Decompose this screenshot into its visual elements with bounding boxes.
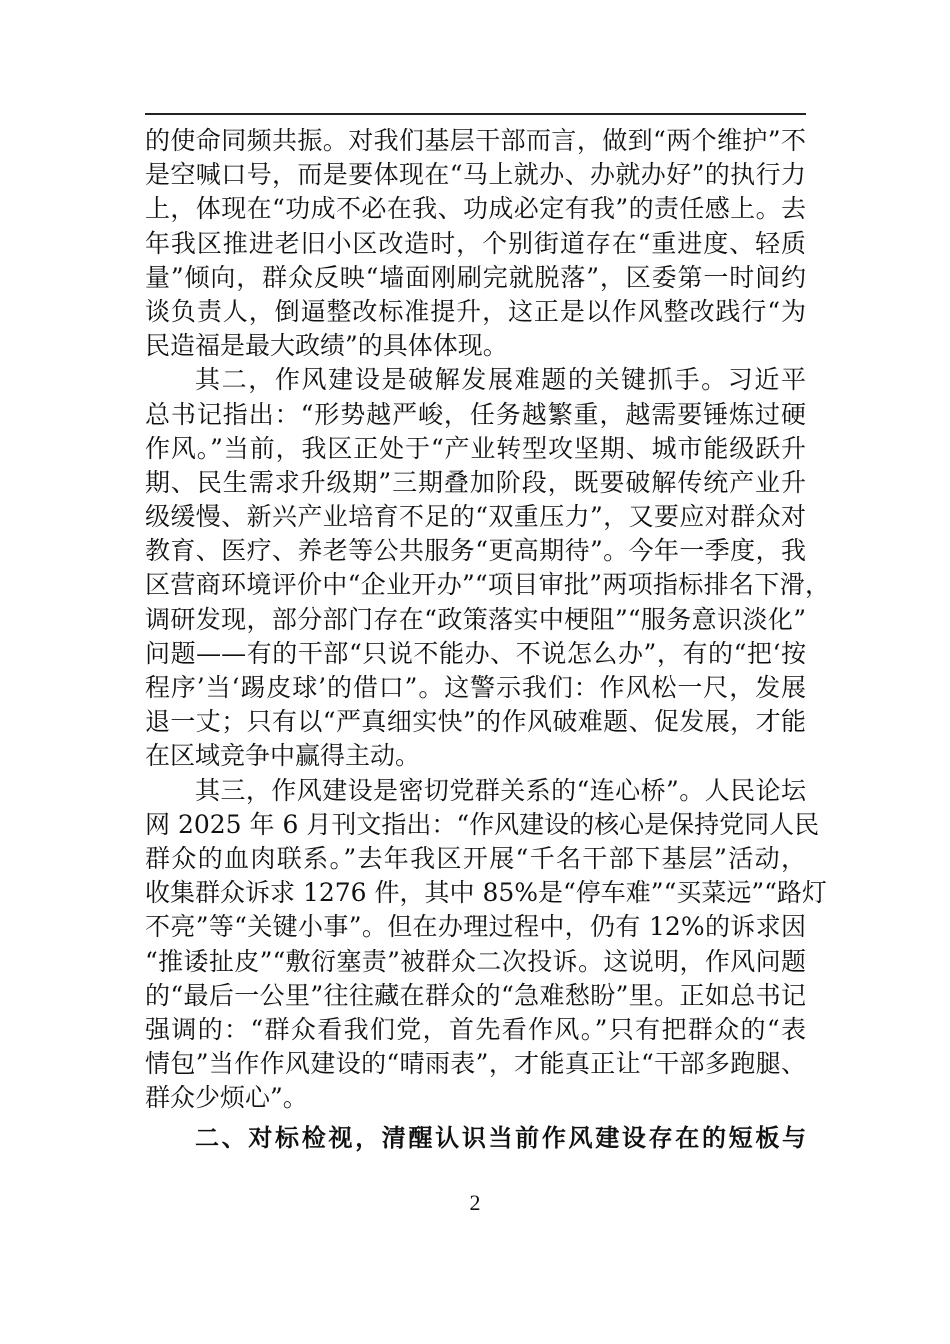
text-line: “推诿扯皮”“敷衍塞责”被群众二次投诉。这说明，作风问题	[145, 946, 806, 976]
document-body	[145, 124, 830, 1156]
text-line: 作风。”当前，我区正处于“产业转型攻坚期、城市能级跃升	[145, 433, 806, 463]
text-line: 问题——有的干部“只说不能办、不说怎么办”，有的“把‘按	[145, 638, 806, 668]
header-rule	[145, 113, 806, 115]
paragraph-start-line: 其三，作风建设是密切党群关系的“连心桥”。人民论坛	[195, 775, 806, 805]
text-line: 年我区推进老旧小区改造时，个别街道存在“重进度、轻质	[145, 228, 806, 258]
text-line: 退一丈；只有以“严真细实快”的作风破难题、促发展，才能	[145, 707, 806, 737]
text-line: 不亮”等“关键小事”。但在办理过程中，仍有 12%的诉求因	[145, 912, 806, 942]
section-heading: 二、对标检视，清醒认识当前作风建设存在的短板与	[195, 1124, 806, 1153]
text-line: 的使命同频共振。对我们基层干部而言，做到“两个维护”不	[145, 126, 806, 155]
text-line: 上，体现在“功成不必在我、功成必定有我”的责任感上。去	[145, 194, 806, 224]
text-line: 网 2025 年 6 月刊文指出：“作风建设的核心是保持党同人民	[145, 809, 820, 839]
text-line: 的“最后一公里”往往藏在群众的“急难愁盼”里。正如总书记	[145, 980, 806, 1010]
text-line: 调研发现，部分部门存在“政策落实中梗阻”“服务意识淡化”	[145, 604, 806, 634]
text-line: 期、民生需求升级期”三期叠加阶段，既要破解传统产业升	[145, 467, 806, 497]
text-line: 区营商环境评价中“企业开办”“项目审批”两项指标排名下滑，	[145, 570, 830, 600]
text-line: 在区域竞争中赢得主动。	[145, 741, 421, 771]
text-line: 谈负责人，倒逼整改标准提升，这正是以作风整改践行“为	[145, 296, 806, 326]
text-line: 群众少烦心”。	[145, 1083, 308, 1113]
text-line: 程序’当‘踢皮球’的借口”。这警示我们：作风松一尺，发展	[145, 673, 806, 702]
paragraph-start-line: 其二，作风建设是破解发展难题的关键抓手。习近平	[195, 365, 806, 395]
text-line: 强调的：“群众看我们党，首先看作风。”只有把群众的“表	[145, 1014, 806, 1044]
text-line: 收集群众诉求 1276 件，其中 85%是“停车难”“买菜远”“路灯	[145, 878, 827, 908]
text-line: 教育、医疗、养老等公共服务“更高期待”。今年一季度，我	[145, 536, 806, 566]
text-line: 总书记指出：“形势越严峻，任务越繁重，越需要锤炼过硬	[145, 399, 806, 429]
page-number: 2	[469, 1190, 481, 1215]
text-line: 级缓慢、新兴产业培育不足的“双重压力”，又要应对群众对	[145, 502, 806, 532]
text-line: 群众的血肉联系。”去年我区开展“千名干部下基层”活动，	[145, 843, 806, 873]
text-line: 民造福是最大政绩”的具体体现。	[145, 331, 508, 361]
text-line: 是空喊口号，而是要体现在“马上就办、办就办好”的执行力	[145, 160, 806, 190]
text-line: 情包”当作作风建设的“晴雨表”，才能真正让“干部多跑腿、	[145, 1049, 806, 1079]
text-line: 量”倾向，群众反映“墙面刚刷完就脱落”，区委第一时间约	[145, 262, 806, 292]
